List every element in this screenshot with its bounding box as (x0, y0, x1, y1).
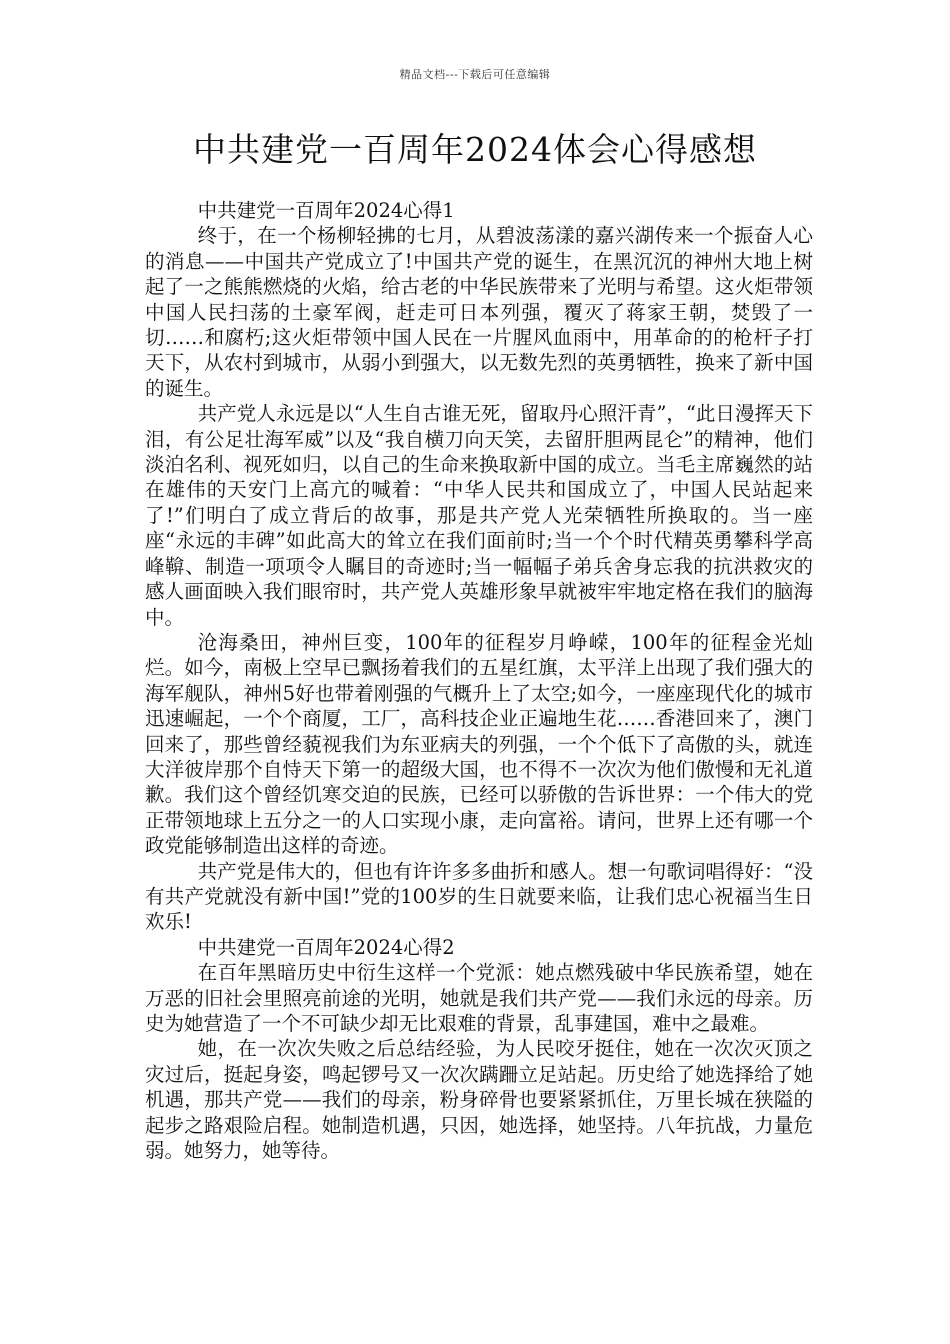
paragraph: 共产党是伟大的，但也有许许多多曲折和感人。想一句歌词唱得好：“没有共产党就没有新中国!”党的100岁的生日就要来临，让我们忠心祝福当生日欢乐! (145, 859, 813, 934)
document-title: 中共建党一百周年2024体会心得感想 (193, 130, 757, 169)
section-heading: 中共建党一百周年2024心得2 (197, 935, 455, 959)
paragraph: 终于，在一个杨柳轻拂的七月，从碧波荡漾的嘉兴湖传来一个振奋人心的消息——中国共产党成立了!中国共产党的诞生，在黑沉沉的神州大地上树起了一之熊熊燃烧的火焰，给古老的中华民族带来了光明与希望。这火炬带领中国人民扫荡的土豪军阀，赶走可日本列强，覆灭了蒋家王朝，焚毁了一切……和腐朽;这火炬带领中国人民在一片腥风血雨中，用革命的的枪杆子打天下，从农村到城市，从弱小到强大，以无数先烈的英勇牺牲，换来了新中国的诞生。 (145, 224, 813, 400)
paragraph: 她，在一次次失败之后总结经验，为人民咬牙挺住，她在一次次灭顶之灾过后，挺起身姿，鸣起锣号又一次次蹒跚立足站起。历史给了她选择给了她机遇，那共产党——我们的母亲，粉身碎骨也要紧紧抓住，万里长城在狭隘的起步之路艰险启程。她制造机遇，只因，她选择，她坚持。八年抗战，力量危弱。她努力，她等待。 (145, 1037, 813, 1163)
page-header-note: 精品文档---下载后可任意编辑 (399, 68, 551, 81)
paragraph: 沧海桑田，神州巨变，100年的征程岁月峥嵘，100年的征程金光灿烂。如今，南极上空早已飘扬着我们的五星红旗，太平洋上出现了我们强大的海军舰队，神州5好也带着刚强的气概升上了太空;如今，一座座现代化的城市迅速崛起，一个个商厦，工厂，高科技企业正遍地生花……香港回来了，澳门回来了，那些曾经藐视我们为东亚病夫的列强，一个个低下了高傲的头，就连大洋彼岸那个自恃天下第一的超级大国，也不得不一次次为他们傲慢和无礼道歉。我们这个曾经饥寒交迫的民族，已经可以骄傲的告诉世界：一个伟大的党正带领地球上五分之一的人口实现小康，走向富裕。请问，世界上还有哪一个政党能够制造出这样的奇迹。 (145, 630, 813, 858)
paragraph: 共产党人永远是以“人生自古谁无死，留取丹心照汗青”，“此日漫挥天下泪，有公足壮海军威”以及“我自横刀向天笑，去留肝胆两昆仑”的精神，他们淡泊名利、视死如归，以自己的生命来换取新中国的成立。当毛主席巍然的站在雄伟的天安门上高亢的喊着：“中华人民共和国成立了，中国人民站起来了!”们明白了成立背后的故事，那是共产党人光荣牺牲所换取的。当一座座“永远的丰碑”如此高大的耸立在我们面前时;当一个个时代精英勇攀科学高峰鞥、制造一项项令人瞩目的奇迹时;当一幅幅子弟兵舍身忘我的抗洪救灾的感人画面映入我们眼帘时，共产党人英雄形象早就被牢牢地定格在我们的脑海中。 (145, 402, 813, 629)
document-body (145, 198, 813, 1163)
paragraph: 在百年黑暗历史中衍生这样一个党派：她点燃残破中华民族希望，她在万恶的旧社会里照亮前途的光明，她就是我们共产党——我们永远的母亲。历史为她营造了一个不可缺少却无比艰难的背景，乱事建国，难中之最难。 (145, 961, 813, 1035)
section-heading: 中共建党一百周年2024心得1 (197, 199, 455, 222)
